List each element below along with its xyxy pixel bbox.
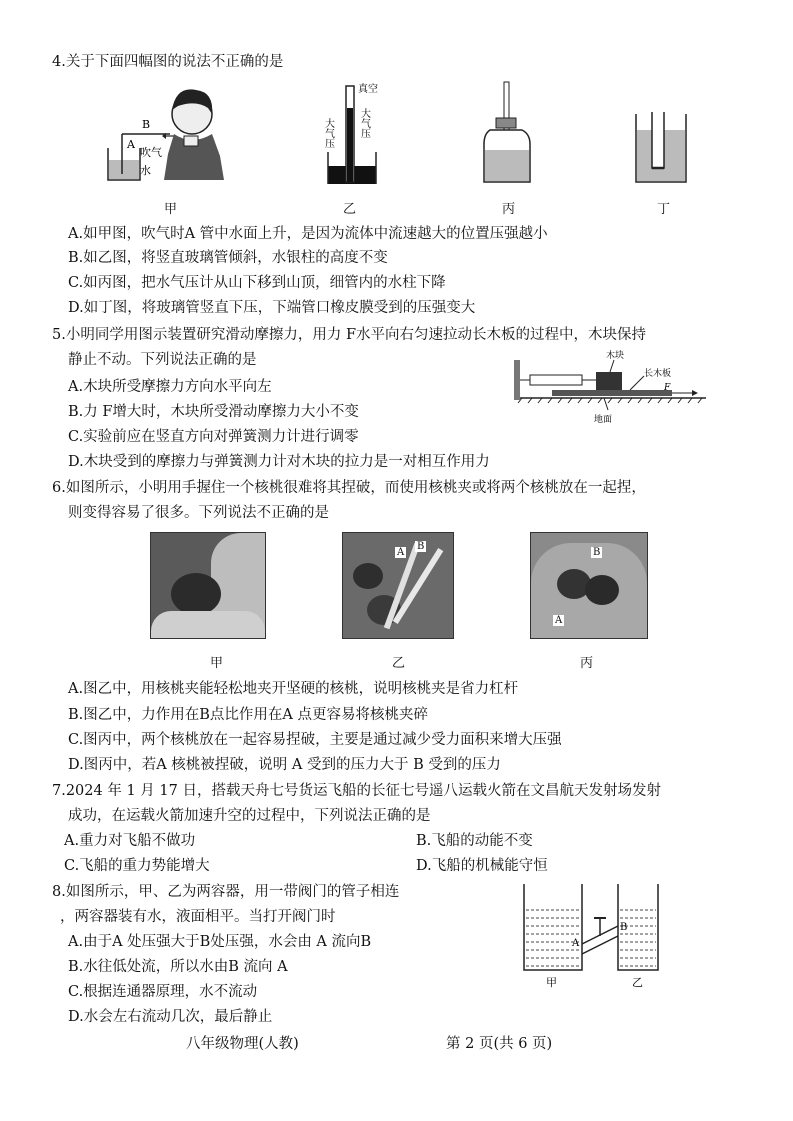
fig-yi-label-vacuum: 真空 bbox=[358, 84, 378, 95]
q4-stem: 4.关于下面四幅图的说法不正确的是 bbox=[52, 54, 284, 70]
fig-friction-label-board: 长木板 bbox=[644, 369, 672, 379]
q5-stem-line2: 静止不动。下列说法正确的是 bbox=[68, 352, 257, 368]
q4-figure-label-jia: 甲 bbox=[164, 202, 178, 217]
photo-yi-mark-b: B bbox=[417, 541, 425, 552]
q4-figure-bing bbox=[480, 78, 540, 188]
fig-yi-label-atm1: 大气压 bbox=[322, 118, 334, 148]
fig-friction-label-ground: 地面 bbox=[594, 415, 613, 425]
fig-jia-label-blow: 吹气 bbox=[140, 146, 162, 159]
q8-figure-containers bbox=[516, 880, 666, 990]
q6-option-b: B.图乙中，力作用在B点比作用在A 点更容易将核桃夹碎 bbox=[68, 707, 428, 723]
q4-figure-jia bbox=[100, 76, 230, 186]
fig-yi-label-atm2: 大气压 bbox=[358, 108, 370, 138]
footer-page-number: 第 2 页(共 6 页) bbox=[446, 1036, 553, 1052]
q6-stem-line2: 则变得容易了很多。下列说法不正确的是 bbox=[68, 505, 329, 521]
q6-photo-jia bbox=[150, 532, 266, 639]
q7-option-c: C.飞船的重力势能增大 bbox=[64, 858, 210, 874]
q7-option-b: B.飞船的动能不变 bbox=[416, 833, 533, 849]
q4-figure-ding bbox=[632, 110, 692, 190]
footer-subject: 八年级物理(人教) bbox=[186, 1036, 299, 1052]
q4-option-b: B.如乙图，将竖直玻璃管倾斜，水银柱的高度不变 bbox=[68, 250, 388, 266]
q4-figure-label-ding: 丁 bbox=[657, 202, 671, 217]
fig-containers-label-b: B bbox=[620, 922, 628, 933]
q7-option-d: D.飞船的机械能守恒 bbox=[416, 858, 548, 874]
fig-friction-label-f: F bbox=[664, 383, 671, 393]
q5-option-b: B.力 F增大时，木块所受滑动摩擦力大小不变 bbox=[68, 404, 359, 420]
q6-photo-yi bbox=[342, 532, 454, 639]
q6-figure-label-yi: 乙 bbox=[392, 656, 406, 671]
q6-photo-bing bbox=[530, 532, 648, 639]
photo-bing-mark-b: B bbox=[593, 547, 601, 558]
q5-option-d: D.木块受到的摩擦力与弹簧测力计对木块的拉力是一对相互作用力 bbox=[68, 454, 490, 470]
q6-option-d: D.图丙中，若A 核桃被捏破，说明 A 受到的压力大于 B 受到的压力 bbox=[68, 757, 501, 773]
fig-containers-label-jia: 甲 bbox=[546, 976, 557, 989]
q8-stem-line2: ，两容器装有水，液面相平。当打开阀门时 bbox=[60, 909, 336, 925]
q8-option-b: B.水往低处流，所以水由B 流向 A bbox=[68, 959, 288, 975]
q7-stem-line2: 成功，在运载火箭加速升空的过程中，下列说法正确的是 bbox=[68, 808, 431, 824]
q8-stem-line1: 8.如图所示，甲、乙为两容器，用一带阀门的管子相连 bbox=[52, 884, 400, 900]
q6-figure-label-bing: 丙 bbox=[580, 656, 594, 671]
q5-figure-friction bbox=[510, 346, 710, 426]
photo-yi-mark-a: A bbox=[397, 547, 405, 558]
q5-option-a: A.木块所受摩擦力方向水平向左 bbox=[68, 379, 272, 395]
q6-option-c: C.图丙中，两个核桃放在一起容易捏破，主要是通过减少受力面积来增大压强 bbox=[68, 732, 562, 748]
q6-figure-label-jia: 甲 bbox=[210, 656, 224, 671]
q4-figure-label-yi: 乙 bbox=[343, 202, 357, 217]
q4-figure-label-bing: 丙 bbox=[502, 202, 516, 217]
q7-stem-line1: 7.2024 年 1 月 17 日，搭载天舟七号货运飞船的长征七号遥八运载火箭在文昌航天发射场发射 bbox=[52, 783, 661, 799]
q8-option-a: A.由于A 处压强大于B处压强，水会由 A 流向B bbox=[68, 934, 372, 950]
fig-friction-label-block: 木块 bbox=[606, 351, 625, 361]
fig-containers-label-a: A bbox=[572, 938, 580, 949]
q4-option-a: A.如甲图，吹气时A 管中水面上升，是因为流体中流速越大的位置压强越小 bbox=[68, 226, 548, 242]
q4-option-c: C.如丙图，把水气压计从山下移到山顶，细管内的水柱下降 bbox=[68, 275, 446, 291]
fig-containers-label-yi: 乙 bbox=[632, 976, 643, 989]
q7-option-a: A.重力对飞船不做功 bbox=[64, 833, 196, 849]
q8-option-c: C.根据连通器原理，水不流动 bbox=[68, 984, 258, 1000]
q4-option-d: D.如丁图，将玻璃管竖直下压，下端管口橡皮膜受到的压强变大 bbox=[68, 300, 476, 316]
fig-jia-label-a: A bbox=[127, 138, 135, 151]
fig-jia-label-b: B bbox=[142, 118, 151, 131]
photo-bing-mark-a: A bbox=[555, 615, 563, 626]
q6-option-a: A.图乙中，用核桃夹能轻松地夹开坚硬的核桃，说明核桃夹是省力杠杆 bbox=[68, 681, 519, 697]
q4-figure-yi bbox=[316, 78, 396, 188]
q8-option-d: D.水会左右流动几次，最后静止 bbox=[68, 1009, 273, 1025]
q5-stem-line1: 5.小明同学用图示装置研究滑动摩擦力，用力 F水平向右匀速拉动长木板的过程中，木块保持 bbox=[52, 327, 647, 343]
fig-jia-label-water: 水 bbox=[140, 164, 151, 177]
q5-option-c: C.实验前应在竖直方向对弹簧测力计进行调零 bbox=[68, 429, 359, 445]
q6-stem-line1: 6.如图所示，小明用手握住一个核桃很难将其捏破，而使用核桃夹或将两个核桃放在一起捏， bbox=[52, 480, 646, 496]
